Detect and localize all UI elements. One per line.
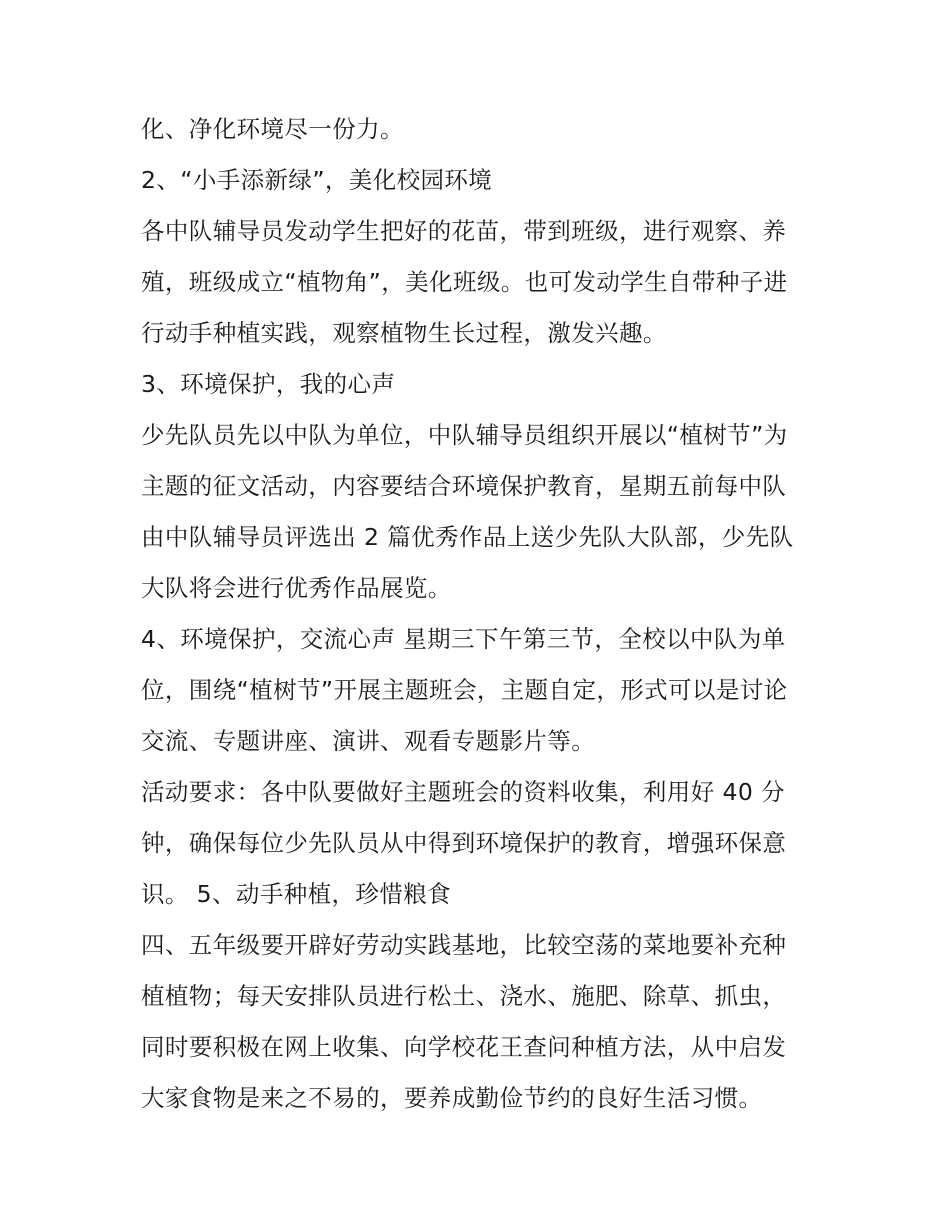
text-line: 各中队辅导员发动学生把好的花苗，带到班级，进行观察、养	[141, 217, 787, 245]
text-line: 行动手种植实践，观察植物生长过程，激发兴趣。	[141, 319, 667, 347]
text-line: 钟，确保每位少先队员从中得到环境保护的教育，增强环保意	[141, 829, 787, 857]
text-line: 同时要积极在网上收集、向学校花王查问种植方法，从中启发	[141, 1033, 787, 1061]
text-line: 化、净化环境尽一份力。	[141, 115, 404, 143]
text-line: 四、五年级要开辟好劳动实践基地，比较空荡的菜地要补充种	[141, 931, 787, 959]
text-line: 少先队员先以中队为单位，中队辅导员组织开展以“植树节”为	[141, 421, 788, 449]
text-line: 识。 5、动手种植，珍惜粮食	[141, 880, 452, 908]
text-line: 大家食物是来之不易的，要养成勤俭节约的良好生活习惯。	[141, 1084, 763, 1112]
section-heading: 3、环境保护，我的心声	[141, 370, 396, 398]
text-line: 殖，班级成立“植物角”，美化班级。也可发动学生自带种子进	[141, 268, 788, 296]
text-line: 主题的征文活动，内容要结合环境保护教育，星期五前每中队	[141, 472, 787, 500]
text-line: 交流、专题讲座、演讲、观看专题影片等。	[141, 727, 596, 755]
section-heading: 2、“小手添新绿”，美化校园环境	[141, 166, 493, 194]
text-line: 由中队辅导员评选出 2 篇优秀作品上送少先队大队部，少先队	[141, 523, 794, 551]
text-line: 大队将会进行优秀作品展览。	[141, 574, 452, 602]
text-line: 活动要求：各中队要做好主题班会的资料收集，利用好 40 分	[141, 778, 785, 806]
section-heading: 4、环境保护，交流心声 星期三下午第三节，全校以中队为单	[141, 625, 786, 653]
text-line: 位，围绕“植树节”开展主题班会，主题自定，形式可以是讨论	[141, 676, 788, 704]
text-line: 植植物；每天安排队员进行松土、浇水、施肥、除草、抓虫，	[141, 982, 787, 1010]
